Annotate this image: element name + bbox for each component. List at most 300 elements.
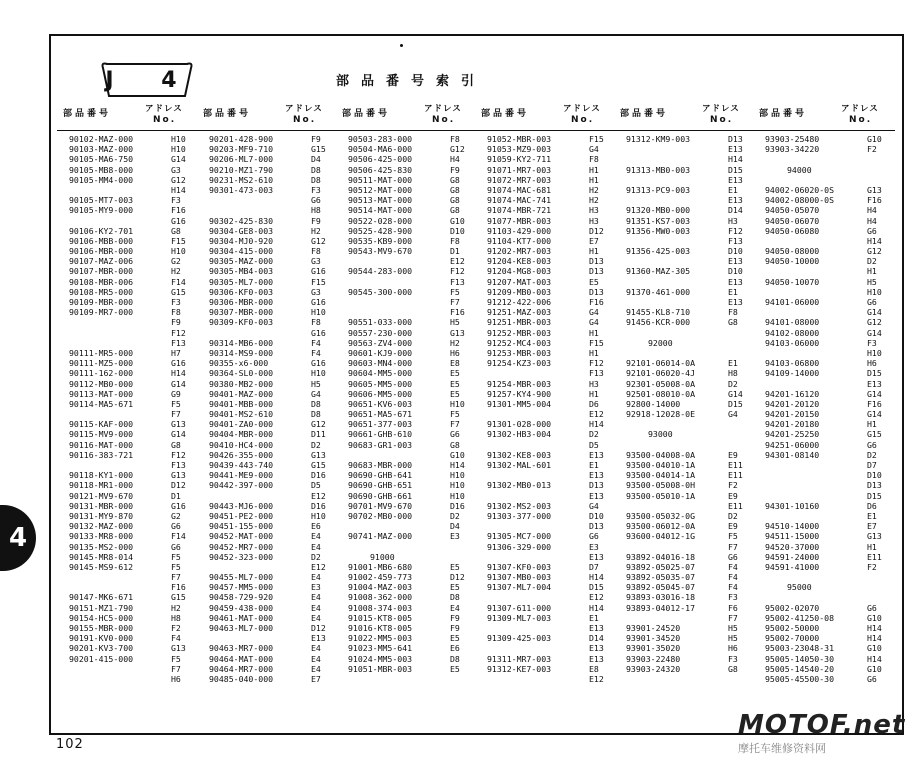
part-number: 91311-MR7-003	[487, 653, 552, 664]
address-code: D4	[311, 154, 321, 165]
index-row	[336, 399, 474, 409]
index-row	[197, 654, 335, 664]
address-code: F9	[450, 623, 460, 633]
part-number: 90464-MR7-000	[209, 663, 274, 674]
part-number: 91320-MB0-000	[626, 205, 691, 216]
index-row	[614, 338, 752, 348]
index-row	[57, 470, 195, 480]
index-row	[336, 348, 474, 358]
address-code: E3	[450, 531, 460, 542]
index-row	[57, 429, 195, 439]
index-row	[336, 664, 474, 674]
index-row	[614, 440, 752, 450]
part-number: 90105-MY9-000	[69, 205, 134, 216]
address-code: E6	[311, 521, 321, 532]
address-code: E9	[728, 521, 738, 532]
part-number: 95005-14050-30	[765, 653, 835, 664]
index-row	[475, 307, 613, 317]
part-number: 90105-MA6-750	[69, 154, 134, 165]
address-code: D15	[728, 164, 743, 175]
index-row	[57, 419, 195, 429]
address-code: H14	[728, 154, 743, 165]
index-row	[197, 287, 335, 297]
address-code: D13	[589, 256, 604, 267]
index-row	[197, 460, 335, 470]
address-code: E8	[450, 358, 460, 369]
part-number: 90151-MZ1-790	[69, 602, 134, 613]
address-code: F13	[171, 460, 186, 470]
part-number: 90702-MB0-000	[348, 510, 413, 521]
index-row	[336, 613, 474, 623]
part-number: 91207-MAT-003	[487, 276, 552, 287]
index-row	[197, 582, 335, 592]
address-code: F7	[171, 409, 181, 420]
part-number: 94050-06080	[765, 225, 820, 236]
address-code: E1	[728, 286, 738, 297]
part-number: 91356-MW0-003	[626, 225, 691, 236]
part-number: 91302-HB3-004	[487, 429, 552, 440]
index-row	[475, 409, 613, 419]
address-code: H1	[589, 347, 599, 358]
part-number: 90106-MBB-000	[69, 235, 134, 246]
index-row	[475, 297, 613, 307]
index-row	[475, 379, 613, 389]
address-code: G8	[450, 174, 460, 185]
part-number: 93892-05035-07	[626, 572, 696, 583]
index-row	[475, 429, 613, 439]
index-row	[753, 144, 891, 154]
address-code: G4	[589, 500, 599, 511]
index-row	[475, 643, 613, 653]
column-rows	[197, 134, 335, 684]
index-row	[197, 379, 335, 389]
index-row	[197, 572, 335, 582]
part-number: 90485-040-000	[209, 673, 274, 684]
address-code: F2	[867, 561, 877, 572]
address-code: D13	[867, 480, 882, 491]
index-row	[197, 419, 335, 429]
address-code: E13	[589, 449, 604, 460]
part-number: 91204-MG8-003	[487, 266, 552, 277]
address-code: F5	[450, 409, 460, 420]
part-number: 90543-MV9-670	[348, 246, 413, 257]
part-number: 90426-355-000	[209, 449, 274, 460]
index-row	[614, 368, 752, 378]
address-code: D5	[311, 480, 321, 491]
part-number: 94301-08140	[765, 449, 820, 460]
index-row	[197, 674, 335, 684]
part-number: 93893-04012-17	[626, 602, 696, 613]
address-code: D12	[450, 572, 465, 583]
index-row	[336, 358, 474, 368]
index-row	[753, 409, 891, 419]
index-row	[475, 572, 613, 582]
index-row	[475, 460, 613, 470]
index-row	[197, 226, 335, 236]
part-number: 90690-GHB-651	[348, 480, 413, 491]
address-code: F8	[450, 134, 460, 144]
group-heading: 92000	[648, 337, 673, 348]
address-code: G8	[171, 225, 181, 236]
address-code: G4	[728, 409, 738, 420]
index-row	[475, 531, 613, 541]
part-number: 90111-MZ5-000	[69, 358, 134, 369]
part-number: 91254-KZ3-003	[487, 358, 552, 369]
address-code: H6	[450, 347, 460, 358]
address-code: E12	[589, 409, 604, 420]
part-number: 94050-06070	[765, 215, 820, 226]
index-row	[475, 144, 613, 154]
index-row	[197, 144, 335, 154]
address-code: F16	[171, 582, 186, 593]
index-row	[475, 623, 613, 633]
part-number: 94251-06000	[765, 439, 820, 450]
index-row	[57, 633, 195, 643]
index-row	[57, 307, 195, 317]
index-row	[753, 440, 891, 450]
watermark-brand: MOTOF.net	[738, 710, 906, 740]
part-number: 90690-GHB-641	[348, 470, 413, 481]
part-number: 94510-14000	[765, 521, 820, 532]
address-code: F9	[450, 612, 460, 623]
part-number: 90451-155-000	[209, 521, 274, 532]
part-number: 91212-422-006	[487, 297, 552, 307]
part-number: 90103-MAZ-000	[69, 144, 134, 155]
index-row	[57, 175, 195, 185]
index-row	[57, 531, 195, 541]
index-row	[197, 470, 335, 480]
index-row	[197, 368, 335, 378]
header-address: アドレス	[702, 104, 740, 114]
header-part-number: 部品番号	[481, 109, 530, 119]
part-number: 91307-611-000	[487, 602, 552, 613]
index-row	[753, 328, 891, 338]
index-row	[475, 603, 613, 613]
address-code: E9	[728, 449, 738, 460]
index-row	[57, 144, 195, 154]
address-code: G10	[867, 134, 882, 144]
index-row	[336, 450, 474, 460]
part-number: 94050-10070	[765, 276, 820, 287]
address-code: E4	[311, 572, 321, 583]
part-number: 90132-MAZ-000	[69, 521, 134, 532]
index-row	[197, 480, 335, 490]
index-row	[753, 552, 891, 562]
part-number: 90107-MAZ-006	[69, 256, 134, 267]
part-number: 91306-329-000	[487, 541, 552, 552]
part-number: 91001-MB6-680	[348, 561, 413, 572]
index-row	[57, 521, 195, 531]
index-row	[336, 256, 474, 266]
index-row	[753, 613, 891, 623]
address-code: D10	[728, 266, 743, 277]
index-row	[753, 654, 891, 664]
address-code: F8	[311, 317, 321, 328]
index-row	[753, 358, 891, 368]
address-code: G16	[311, 327, 326, 338]
address-code: E5	[450, 582, 460, 593]
address-code: G13	[867, 184, 882, 195]
index-row	[336, 165, 474, 175]
index-row	[614, 501, 752, 511]
index-row	[475, 491, 613, 501]
column-rows	[753, 134, 891, 684]
index-row	[57, 389, 195, 399]
index-row	[475, 277, 613, 287]
index-row	[197, 592, 335, 602]
address-code: E5	[450, 663, 460, 674]
address-code: G3	[311, 256, 321, 267]
index-row	[475, 205, 613, 215]
part-number: 90401-ZA0-000	[209, 419, 274, 430]
part-number: 92101-06020-4J	[626, 368, 696, 379]
address-code: G14	[867, 307, 882, 318]
part-number: 90511-MAT-000	[348, 174, 413, 185]
address-code: E4	[311, 602, 321, 613]
address-code: H10	[867, 286, 882, 297]
index-row	[614, 195, 752, 205]
address-code: E13	[728, 144, 743, 155]
address-code: H10	[867, 347, 882, 358]
index-row	[614, 552, 752, 562]
side-tab-number: 4	[8, 523, 28, 553]
header-part-number: 部品番号	[620, 109, 669, 119]
part-number: 90108-MR5-000	[69, 286, 134, 297]
index-row	[614, 531, 752, 541]
part-number: 90116-MAT-000	[69, 439, 134, 450]
part-number: 90512-MAT-000	[348, 184, 413, 195]
index-row	[197, 542, 335, 552]
index-row	[197, 246, 335, 256]
address-code: H6	[171, 673, 181, 684]
index-row	[475, 440, 613, 450]
index-row	[336, 552, 474, 562]
index-row	[753, 562, 891, 572]
address-code: F8	[450, 235, 460, 246]
index-row	[197, 134, 335, 144]
address-code: F7	[450, 297, 460, 307]
address-code: F3	[867, 337, 877, 348]
index-row	[614, 317, 752, 327]
index-row	[614, 511, 752, 521]
address-code: G6	[867, 602, 877, 613]
address-code: F16	[171, 205, 186, 216]
index-row	[753, 266, 891, 276]
part-number: 90683-GR1-003	[348, 439, 413, 450]
address-code: E11	[728, 460, 743, 470]
index-row	[475, 328, 613, 338]
index-row	[475, 348, 613, 358]
part-number: 90302-425-830	[209, 215, 274, 226]
index-row	[197, 511, 335, 521]
part-number: 91455-KL8-710	[626, 307, 691, 318]
index-row	[336, 297, 474, 307]
address-code: G14	[171, 154, 186, 165]
index-row	[57, 379, 195, 389]
part-number: 90105-MM4-000	[69, 174, 134, 185]
part-number: 91456-KCR-000	[626, 317, 691, 328]
address-code: G13	[311, 449, 326, 460]
index-row	[614, 460, 752, 470]
address-code: D8	[450, 592, 460, 603]
part-number: 90451-PE2-000	[209, 510, 274, 521]
header-no: No.	[153, 115, 177, 125]
part-number: 90601-KJ9-000	[348, 347, 413, 358]
index-row	[57, 266, 195, 276]
index-row	[475, 501, 613, 511]
part-number: 93892-05025-07	[626, 561, 696, 572]
address-code: G14	[867, 327, 882, 338]
index-row	[753, 205, 891, 215]
address-code: F15	[589, 337, 604, 348]
part-number: 94201-16120	[765, 388, 820, 399]
address-code: G10	[867, 643, 882, 654]
index-row	[475, 368, 613, 378]
index-row	[614, 226, 752, 236]
address-code: F5	[728, 531, 738, 542]
part-number: 91253-MBR-003	[487, 347, 552, 358]
address-code: G8	[728, 317, 738, 328]
address-code: G16	[171, 215, 186, 226]
watermark-tagline: 摩托车维修资料网	[738, 742, 826, 755]
address-code: H14	[589, 602, 604, 613]
index-row	[197, 297, 335, 307]
address-code: H10	[450, 490, 465, 501]
index-row	[197, 409, 335, 419]
address-code: F8	[311, 246, 321, 257]
part-number: 90563-ZV4-000	[348, 337, 413, 348]
index-row	[57, 542, 195, 552]
address-code: F8	[589, 154, 599, 165]
index-row	[614, 542, 752, 552]
address-code: D10	[450, 225, 465, 236]
index-row	[475, 419, 613, 429]
part-number: 92501-08010-0A	[626, 388, 696, 399]
index-row	[57, 317, 195, 327]
address-code: H1	[867, 419, 877, 430]
index-row	[336, 501, 474, 511]
address-code: G4	[311, 388, 321, 399]
part-number: 90106-MBR-000	[69, 246, 134, 257]
part-number: 94002-08000-0S	[765, 195, 835, 206]
index-row	[57, 552, 195, 562]
index-row	[57, 348, 195, 358]
part-number: 90463-ML7-000	[209, 623, 274, 633]
part-number: 91252-MC4-003	[487, 337, 552, 348]
part-number: 94102-08000	[765, 327, 820, 338]
index-row	[475, 185, 613, 195]
index-row	[475, 582, 613, 592]
section-logo	[97, 60, 197, 100]
part-number: 90201-428-900	[209, 134, 274, 144]
index-row	[475, 470, 613, 480]
address-code: G14	[171, 429, 186, 440]
address-code: G8	[450, 439, 460, 450]
part-number: 90661-GHB-610	[348, 429, 413, 440]
part-number: 94591-24000	[765, 551, 820, 562]
address-code: D15	[867, 368, 882, 379]
index-row	[753, 256, 891, 266]
index-row	[336, 246, 474, 256]
address-code: G14	[867, 388, 882, 399]
index-row	[614, 491, 752, 501]
address-code: H6	[728, 643, 738, 654]
part-number: 94103-06800	[765, 358, 820, 369]
part-number: 90306-MBR-000	[209, 297, 274, 307]
address-code: F12	[728, 225, 743, 236]
address-code: F12	[171, 327, 186, 338]
part-number: 91251-MBR-003	[487, 317, 552, 328]
index-row	[197, 358, 335, 368]
index-row	[753, 246, 891, 256]
header-rule	[57, 130, 895, 131]
index-row	[614, 358, 752, 368]
address-code: F3	[728, 653, 738, 664]
index-row	[614, 613, 752, 623]
part-number: 91074-MAC-741	[487, 195, 552, 206]
address-code: E3	[589, 541, 599, 552]
address-code: H2	[171, 266, 181, 277]
index-row	[197, 338, 335, 348]
address-code: E12	[450, 256, 465, 267]
part-number: 93903-34220	[765, 144, 820, 155]
index-row	[475, 389, 613, 399]
address-code: F9	[311, 215, 321, 226]
index-row	[614, 409, 752, 419]
index-row	[614, 256, 752, 266]
index-row	[57, 613, 195, 623]
part-number: 90404-MBR-000	[209, 429, 274, 440]
index-row	[336, 603, 474, 613]
address-code: D13	[589, 480, 604, 491]
index-row	[753, 307, 891, 317]
part-number: 90544-283-000	[348, 266, 413, 277]
part-number: 91023-MM5-641	[348, 643, 413, 654]
address-code: G13	[867, 531, 882, 542]
address-code: E4	[311, 653, 321, 664]
part-number: 91307-MB0-003	[487, 572, 552, 583]
index-row	[753, 491, 891, 501]
index-row	[614, 328, 752, 338]
part-number: 90513-MAT-000	[348, 195, 413, 206]
part-number: 90147-MK6-671	[69, 592, 134, 603]
part-number: 90604-MM5-000	[348, 368, 413, 379]
index-row	[475, 521, 613, 531]
address-code: F8	[171, 307, 181, 318]
part-number: 90201-KV3-700	[69, 643, 134, 654]
index-row	[336, 195, 474, 205]
address-code: F3	[171, 195, 181, 206]
part-number: 91103-429-000	[487, 225, 552, 236]
part-number: 90203-MF9-710	[209, 144, 274, 155]
header-part-number: 部品番号	[342, 109, 391, 119]
header-address: アドレス	[841, 104, 879, 114]
header-no: No.	[571, 115, 595, 125]
part-number: 90314-MS9-000	[209, 347, 274, 358]
address-code: D7	[867, 460, 877, 470]
address-code: F13	[589, 368, 604, 379]
address-code: G8	[171, 439, 181, 450]
address-code: G12	[450, 144, 465, 155]
part-number: 93500-04014-1A	[626, 470, 696, 481]
address-code: G10	[450, 449, 465, 460]
address-code: G10	[867, 663, 882, 674]
group-heading: 91000	[370, 551, 395, 562]
index-row	[753, 521, 891, 531]
address-code: H1	[867, 541, 877, 552]
part-number: 94109-14000	[765, 368, 820, 379]
address-code: E13	[311, 633, 326, 644]
